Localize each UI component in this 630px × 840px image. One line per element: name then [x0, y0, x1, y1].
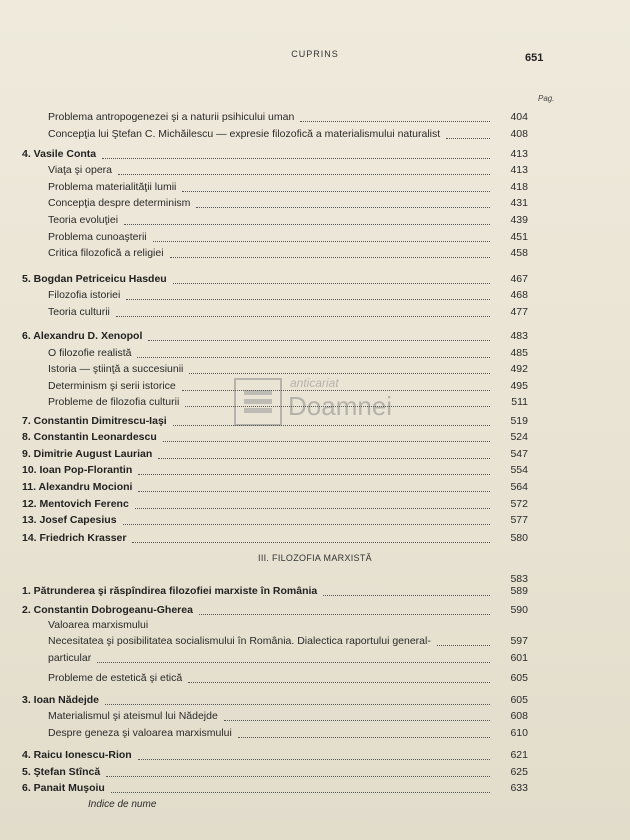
toc-page-number: 564 — [510, 481, 528, 493]
toc-page-number: 468 — [510, 289, 528, 301]
toc-page-number: 439 — [510, 214, 528, 226]
toc-page-number: 580 — [510, 532, 528, 544]
toc-chapter-title: 14. Friedrich Krasser — [22, 532, 127, 544]
dot-leader — [300, 121, 490, 122]
toc-chapter-title: 13. Josef Capesius — [22, 514, 117, 526]
toc-subsection-title: Concepţia despre determinism — [48, 197, 191, 209]
toc-page-number: 524 — [510, 431, 528, 443]
toc-subsection-title: Problema antropogenezei şi a naturii psihicului uman — [48, 111, 295, 123]
toc-chapter-title: 10. Ioan Pop-Florantin — [22, 464, 133, 476]
dot-leader — [158, 458, 490, 459]
toc-page-number: 519 — [510, 415, 528, 427]
toc-page-number: 492 — [510, 363, 528, 375]
toc-subsection-title: Istoria — ştiinţă a succesiunii — [48, 363, 184, 375]
dot-leader — [153, 241, 490, 242]
toc-subsection-title: Indice de nume — [88, 799, 157, 810]
pag-column-label: Pag. — [538, 94, 555, 103]
dot-leader — [173, 425, 490, 426]
dot-leader — [182, 390, 490, 391]
toc-page-number: 511 — [511, 396, 528, 408]
toc-subsection-title: Determinism şi serii istorice — [48, 380, 176, 392]
running-head: CUPRINS — [291, 49, 339, 59]
toc-page-number: 610 — [510, 727, 528, 739]
toc-subsection-title: particular — [48, 652, 92, 664]
dot-leader — [106, 776, 490, 777]
toc-page-number: 485 — [510, 347, 528, 359]
dot-leader — [446, 138, 490, 139]
toc-chapter-title: 2. Constantin Dobrogeanu-Gherea — [22, 604, 193, 616]
toc-page-number: 589 — [510, 585, 528, 597]
toc-chapter-title: 11. Alexandru Mocioni — [22, 481, 133, 493]
dot-leader — [185, 406, 490, 407]
toc-subsection-title: Viaţa şi opera — [48, 164, 113, 176]
toc-page-number: 625 — [510, 766, 528, 778]
toc-page-number: 408 — [510, 128, 528, 140]
toc-chapter-title: 8. Constantin Leonardescu — [22, 431, 157, 443]
dot-leader — [170, 257, 490, 258]
toc-page-number: 451 — [510, 231, 528, 243]
dot-leader — [138, 491, 490, 492]
toc-chapter-title: 5. Bogdan Petriceicu Hasdeu — [22, 273, 167, 285]
dot-leader — [188, 682, 490, 683]
toc-chapter-title: 12. Mentovich Ferenc — [22, 498, 129, 510]
dot-leader — [138, 474, 490, 475]
dot-leader — [148, 340, 490, 341]
toc-page-number: 601 — [510, 652, 528, 664]
toc-subsection-title: Teoria evoluţiei — [48, 214, 119, 226]
watermark-logo — [234, 374, 393, 432]
dot-leader — [437, 645, 490, 646]
toc-page-number: 467 — [510, 273, 528, 285]
toc-subsection-title: Teoria culturii — [48, 306, 110, 318]
dot-leader — [132, 542, 490, 543]
toc-subsection-title: Problema cunoaşterii — [48, 231, 147, 243]
toc-page-number: 597 — [510, 635, 528, 647]
toc-chapter-title: 5. Ştefan Stîncă — [22, 766, 101, 778]
toc-page-number: 590 — [510, 604, 528, 616]
toc-page-number: 577 — [510, 514, 528, 526]
toc-chapter-title: 1. Pătrunderea şi răspîndirea filozofiei marxiste în România — [22, 585, 318, 597]
toc-chapter-title: 4. Raicu Ionescu-Rion — [22, 749, 132, 761]
toc-subsection-title: Problema materialităţii lumii — [48, 181, 177, 193]
dot-leader — [196, 207, 490, 208]
toc-subsection-title: Necesitatea şi posibilitatea socialismului în România. Dialectica raportului general- — [48, 635, 431, 647]
toc-page-number: 413 — [510, 164, 528, 176]
toc-page-number: 547 — [510, 448, 528, 460]
toc-page-number: 495 — [510, 380, 528, 392]
dot-leader — [123, 524, 490, 525]
toc-page-number: 608 — [510, 710, 528, 722]
page-number: 651 — [525, 52, 544, 64]
book-stack-icon — [234, 378, 282, 426]
toc-page-number: 477 — [510, 306, 528, 318]
dot-leader — [189, 373, 490, 374]
dot-leader — [126, 299, 490, 300]
dot-leader — [97, 662, 490, 663]
dot-leader — [238, 737, 490, 738]
dot-leader — [137, 357, 490, 358]
toc-chapter-title: 6. Alexandru D. Xenopol — [22, 330, 143, 342]
dot-leader — [118, 174, 490, 175]
toc-page-number: 458 — [510, 247, 528, 259]
watermark-top-text: anticariat — [290, 376, 339, 390]
toc-page-number: 431 — [510, 197, 528, 209]
toc-page-number: 554 — [510, 464, 528, 476]
dot-leader — [199, 614, 490, 615]
toc-page-number: 404 — [510, 111, 528, 123]
toc-page-number: 633 — [510, 782, 528, 794]
toc-subsection-title: Probleme de filozofia culturii — [48, 396, 180, 408]
toc-subsection-title: Probleme de estetică şi etică — [48, 672, 183, 684]
toc-page-number: 605 — [510, 694, 528, 706]
dot-leader — [124, 224, 490, 225]
dot-leader — [135, 508, 490, 509]
toc-chapter-title: 6. Panait Muşoiu — [22, 782, 105, 794]
toc-subsection-title: Filozofia istoriei — [48, 289, 121, 301]
toc-subsection-title: Materialismul şi ateismul lui Nădejde — [48, 710, 218, 722]
toc-page-number: 483 — [510, 330, 528, 342]
dot-leader — [102, 158, 490, 159]
toc-chapter-title: 9. Dimitrie August Laurian — [22, 448, 153, 460]
toc-page-number: 605 — [510, 672, 528, 684]
dot-leader — [111, 792, 490, 793]
dot-leader — [138, 759, 490, 760]
toc-subsection-title: O filozofie realistă — [48, 347, 132, 359]
toc-subsection-title: Valoarea marxismului — [48, 619, 149, 631]
dot-leader — [116, 316, 490, 317]
toc-chapter-title: 4. Vasile Conta — [22, 148, 97, 160]
toc-chapter-title: 7. Constantin Dimitrescu-Iaşi — [22, 415, 167, 427]
dot-leader — [224, 720, 490, 721]
toc-page-number: 621 — [510, 749, 528, 761]
dot-leader — [173, 283, 490, 284]
dot-leader — [182, 191, 490, 192]
toc-subsection-title: Critica filozofică a religiei — [48, 247, 164, 259]
toc-page-number: 583 — [510, 573, 528, 585]
toc-chapter-title: 3. Ioan Nădejde — [22, 694, 100, 706]
watermark-main-text: Doamnei — [288, 391, 393, 421]
dot-leader — [323, 595, 490, 596]
toc-page-number: 418 — [510, 181, 528, 193]
toc-subsection-title: Despre geneza şi valoarea marxismului — [48, 727, 232, 739]
toc-subsection-title: Concepţia lui Ştefan C. Michăilescu — expresie filozofică a materialismului naturalist — [48, 128, 441, 140]
dot-leader — [163, 441, 490, 442]
toc-page-number: 572 — [510, 498, 528, 510]
toc-page-number: 413 — [510, 148, 528, 160]
section-title: III. FILOZOFIA MARXISTĂ — [258, 553, 372, 563]
dot-leader — [105, 704, 490, 705]
